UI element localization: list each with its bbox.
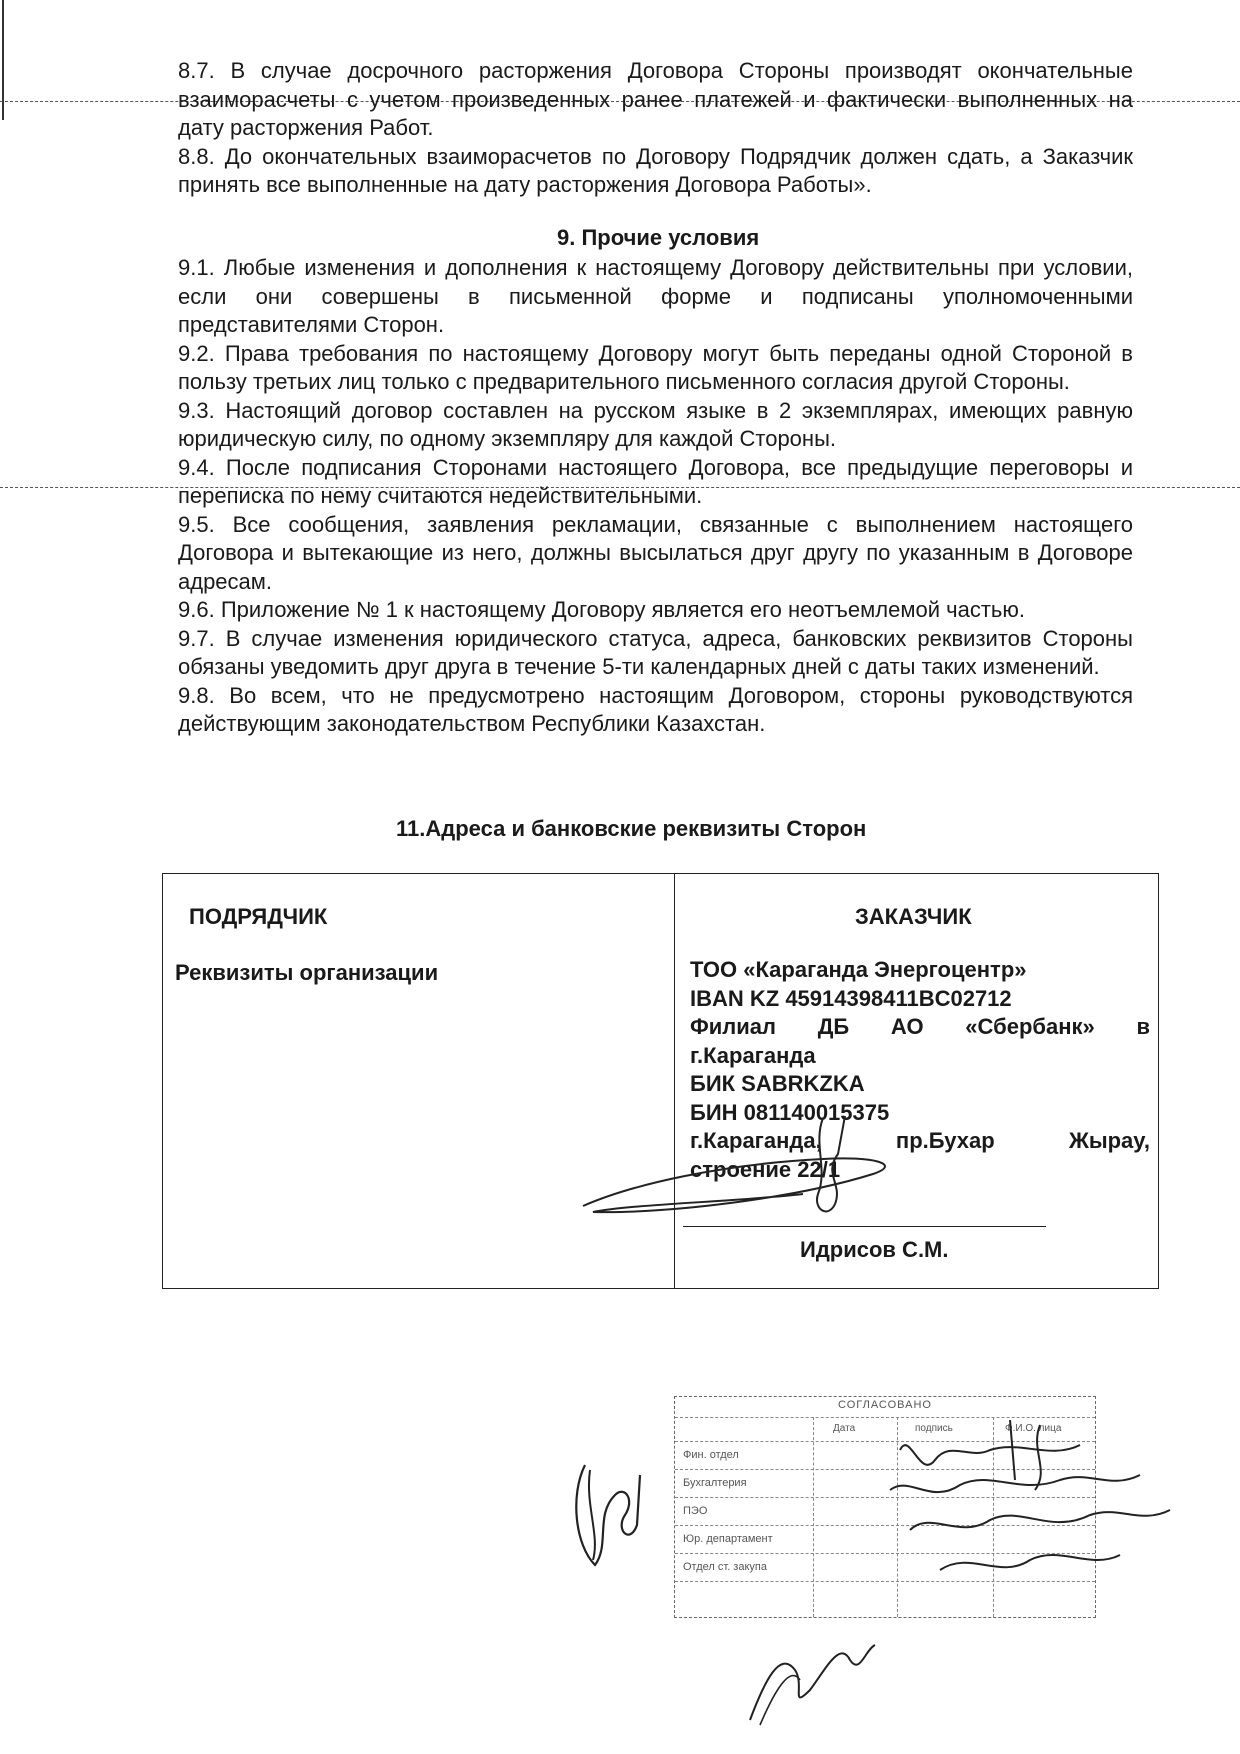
table-column-divider [674, 874, 675, 1288]
customer-bik: БИК SABRKZKA [690, 1071, 865, 1096]
customer-iban: IBAN KZ 45914398411BC02712 [690, 985, 1012, 1011]
stamp-row-accounting: Бухгалтерия [683, 1477, 747, 1489]
customer-signatory: Идрисов С.М. [800, 1237, 949, 1262]
section-9-heading: 9. Прочие условия [557, 225, 760, 250]
signature-line [683, 1226, 1046, 1227]
clause-9-8: 9.8. Во всем, что не предусмотрено настоящим Договором, стороны руководствуются действующим законодательством Республики Казахстан. [178, 682, 1133, 736]
stamp-row-peo: ПЭО [683, 1505, 708, 1517]
stamp-title: СОГЛАСОВАНО [838, 1399, 932, 1411]
left-initials-signature [565, 1455, 645, 1575]
section-8-clauses [178, 57, 1133, 200]
stamp-col-date: Дата [833, 1423, 856, 1434]
stamp-col-signature: подпись [915, 1423, 953, 1434]
requisites-table [162, 873, 1159, 1289]
customer-title: ЗАКАЗЧИК [855, 904, 972, 929]
clause-9-2: 9.2. Права требования по настоящему Договору могут быть переданы одной Стороной в пользу третьих лиц только с предварительного письменного согласия другой Стороны. [178, 340, 1133, 394]
stamp-col-name: Ф.И.О. лица [1005, 1423, 1062, 1434]
clause-8-8: 8.8. До окончательных взаиморасчетов по Договору Подрядчик должен сдать, а Заказчик принять все выполненные на дату расторжения Договора Работы». [178, 143, 1133, 197]
left-margin-rule [2, 0, 4, 120]
clause-9-5: 9.5. Все сообщения, заявления рекламации, связанные с выполнением настоящего Договора и вытекающие из него, должны высылаться друг другу по указанным в Договоре адресам. [178, 511, 1133, 594]
stamp-row-procurement: Отдел ст. закупа [683, 1561, 767, 1573]
customer-org-name: ТОО «Караганда Энергоцентр» [690, 957, 1027, 982]
stamp-signatures [880, 1420, 1180, 1610]
stamp-row-legal: Юр. департамент [683, 1533, 773, 1545]
contractor-details-label: Реквизиты организации [175, 960, 439, 985]
section-11-heading: 11.Адреса и банковские реквизиты Сторон [396, 816, 867, 841]
clause-9-7: 9.7. В случае изменения юридического статуса, адреса, банковских реквизитов Стороны обязаны уведомить друг друга в течение 5-ти календарных дней с даты таких изменений. [178, 625, 1133, 679]
contractor-title: ПОДРЯДЧИК [189, 904, 328, 929]
customer-signature [573, 1114, 913, 1224]
customer-address-building: строение 22/1 [690, 1156, 841, 1182]
stamp-row-finance: Фин. отдел [683, 1449, 739, 1461]
customer-bin: БИН 081140015375 [690, 1099, 890, 1125]
clause-9-4: 9.4. После подписания Сторонами настоящего Договора, все предыдущие переговоры и переписка по нему считаются недействительными. [178, 454, 1133, 508]
clause-9-6: 9.6. Приложение № 1 к настоящему Договору является его неотъемлемой частью. [178, 597, 1025, 622]
clause-9-3: 9.3. Настоящий договор составлен на русском языке в 2 экземплярах, имеющих равную юридическую силу, по одному экземпляру для каждой Стороны. [178, 397, 1133, 451]
customer-bank-city: г.Караганда [690, 1042, 816, 1068]
customer-address-line: г.Караганда, пр.Бухар Жырау, [690, 1128, 1150, 1153]
clause-9-1: 9.1. Любые изменения и дополнения к настоящему Договору действительны при условии, если они совершены в письменной форме и подписаны уполномоченными представителями Сторон. [178, 255, 1133, 337]
clause-8-7: 8.7. В случае досрочного расторжения Договора Стороны производят окончательные взаиморасчеты с учетом произведенных ранее платежей и фактически выполненных на дату расторжения Работ. [178, 58, 1133, 140]
section-9-clauses [178, 254, 1133, 739]
customer-bank-line: Филиал ДБ АО «Сбербанк» в [690, 1014, 1150, 1039]
bottom-signature [740, 1630, 880, 1730]
